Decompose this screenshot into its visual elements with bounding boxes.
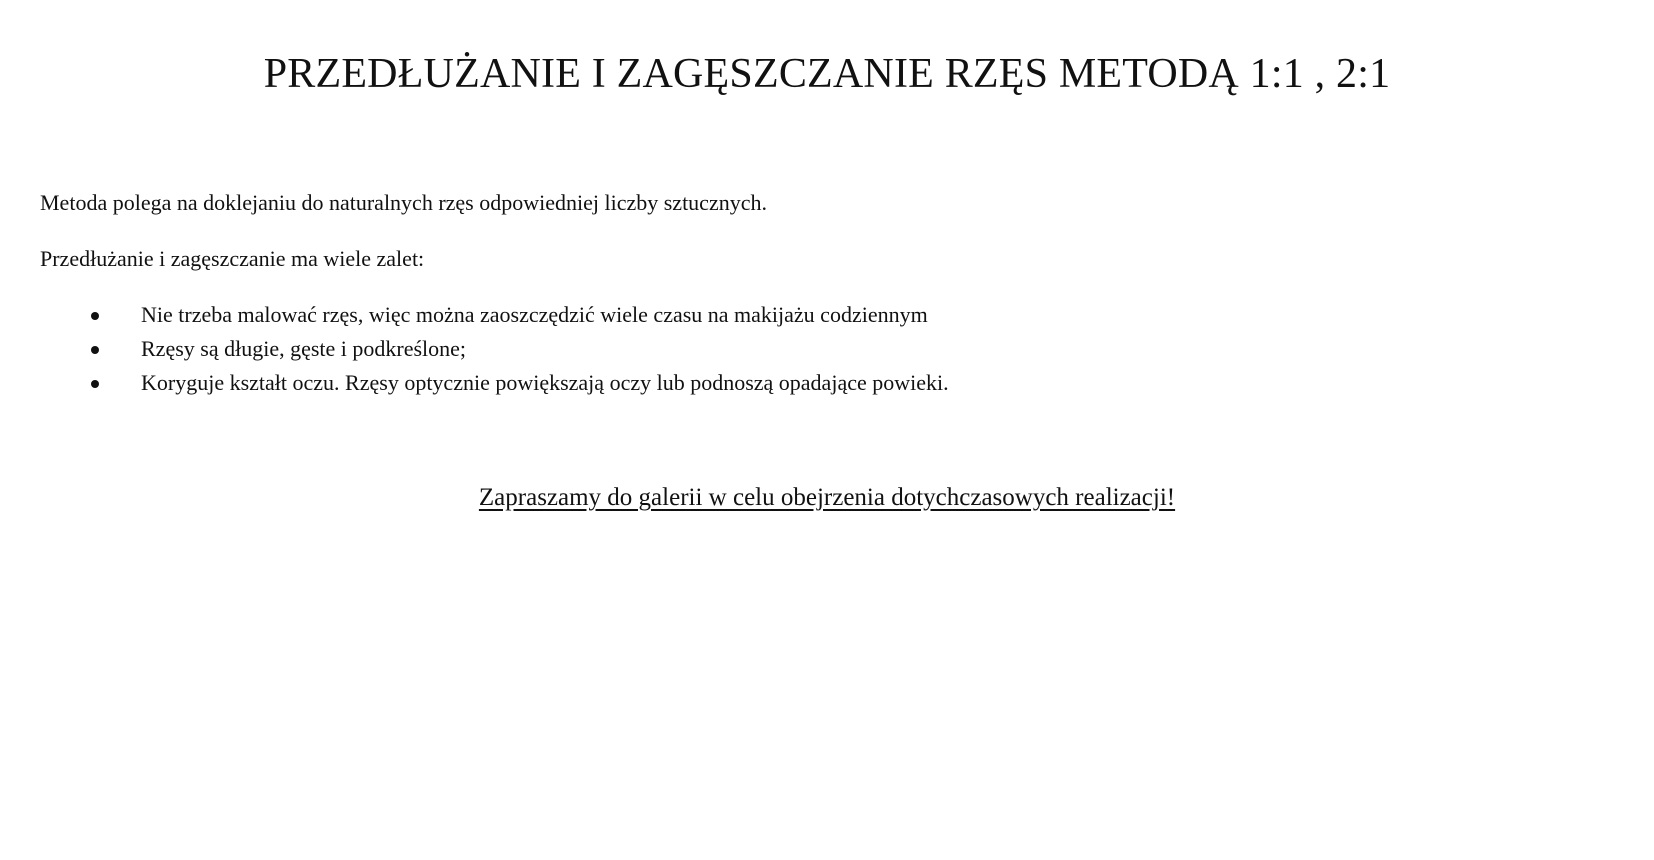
intro-paragraph: Metoda polega na doklejaniu do naturalnych rzęs odpowiedniej liczby sztucznych. xyxy=(40,190,767,215)
benefit-text: Koryguje kształt oczu. Rzęsy optycznie powiększają oczy lub podnoszą opadające powieki. xyxy=(141,370,949,395)
bullet-icon xyxy=(91,380,99,388)
benefit-text: Nie trzeba malować rzęs, więc można zaoszczędzić wiele czasu na makijażu codziennym xyxy=(141,302,928,327)
page-title: PRZEDŁUŻANIE I ZAGĘSZCZANIE RZĘS METODĄ 1:1 , 2:1 xyxy=(263,51,1391,97)
bullet-icon xyxy=(91,346,99,354)
bullet-icon xyxy=(91,312,99,320)
gallery-link[interactable]: Zapraszamy do galerii w celu obejrzenia dotychczasowych realizacji! xyxy=(478,484,1176,511)
benefit-text: Rzęsy są długie, gęste i podkreślone; xyxy=(141,336,467,361)
benefits-lead: Przedłużanie i zagęszczanie ma wiele zalet: xyxy=(40,246,425,271)
